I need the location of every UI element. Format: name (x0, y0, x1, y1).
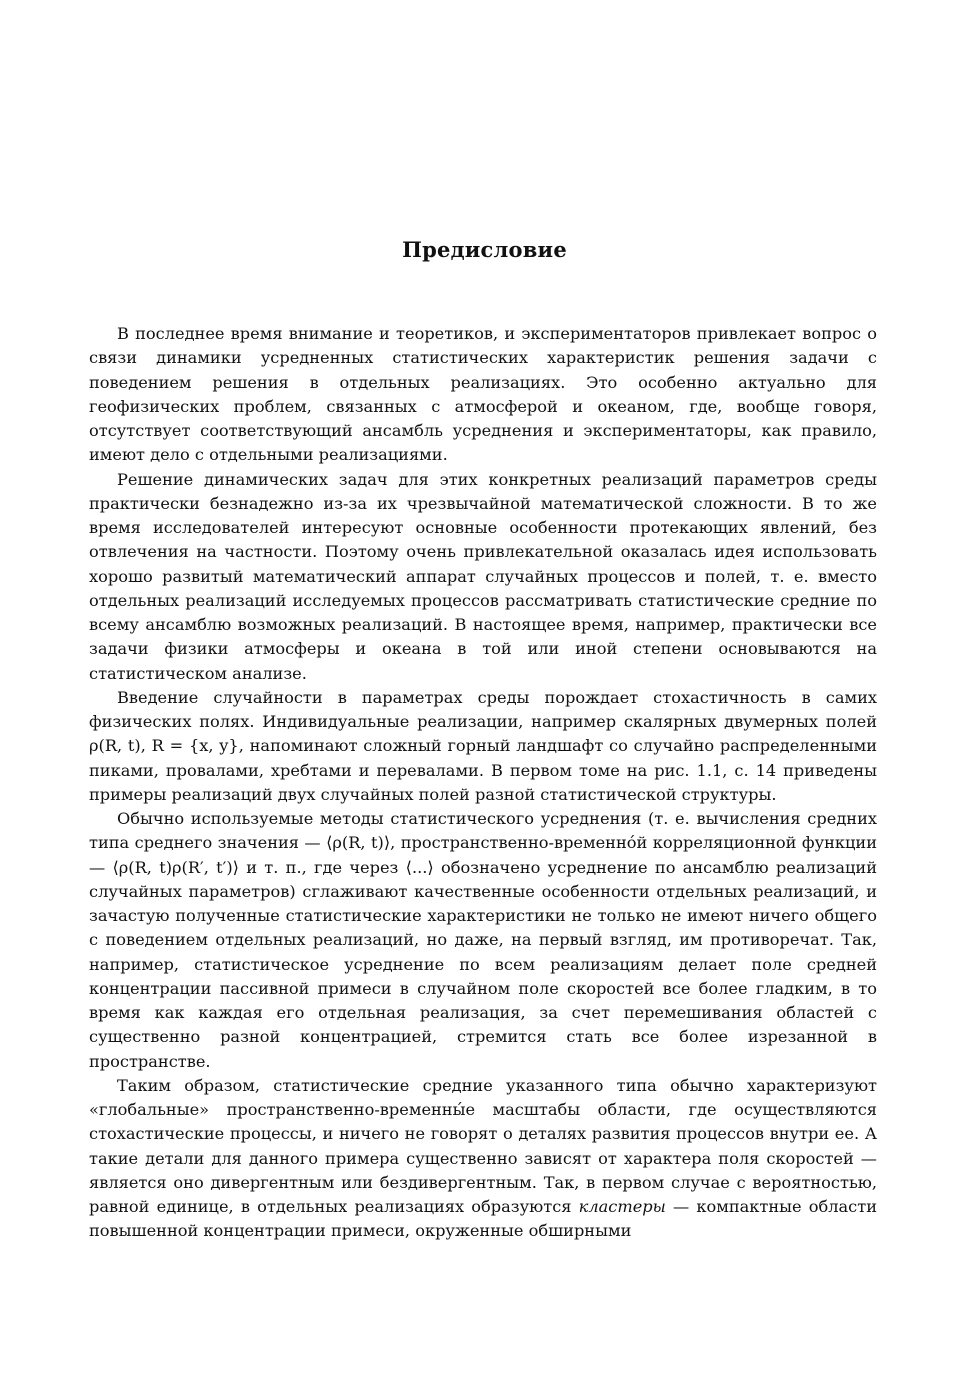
text-run: В последнее время внимание и теоретиков, и экспериментаторов привлекает вопрос о связи динамики усредненных статистических характеристик решения задачи с поведением решения в отдельных реализациях. Это особенно актуально для геофизических проблем, связанных с атмосферой и океаном, где, вообще говоря, отсутствует соответствующий ансамбль усреднения и экспериментаторы, как правило, имеют дело с отдельными реализациями. (89, 324, 877, 465)
text-run: Введение случайности в параметрах среды порождает стохастичность в самих физических полях. Индивидуальные реализации, например скалярных двумерных полей ρ(R, t), R = {x, y}, напоминают сложный горный ландшафт со случайно распределенными пиками, провалами, хребтами и перевалами. В первом томе на рис. 1.1, с. 14 приведены примеры реализаций двух случайных полей разной статистической структуры. (89, 687, 877, 804)
preface-text (89, 322, 877, 1244)
italic-term: кластеры (578, 1197, 666, 1216)
paragraph (89, 807, 877, 1074)
paragraph (89, 468, 877, 686)
paragraph (89, 686, 877, 807)
paragraph (89, 322, 877, 468)
text-run: Обычно используемые методы статистического усреднения (т. е. вычисления средних типа среднего значения — ⟨ρ(R, t)⟩, пространственно-временно́й корреляционной функции — ⟨ρ(R, t)ρ(R′, t′)⟩ и т. п., где через ⟨...⟩ обозначено усреднение по ансамблю реализаций случайных параметров) сглаживают качественные особенности отдельных реализаций, и зачастую полученные статистические характеристики не только не имеют ничего общего с поведением отдельных реализаций, но даже, на первый взгляд, им противоречат. Так, например, статистическое усреднение по всем реализациям делает поле средней концентрации пассивной примеси в случайном поле скоростей все более гладким, в то время как каждая его отдельная реализация, за счет перемешивания областей с существенно разной концентрацией, стремится стать все более изрезанной в пространстве. (89, 809, 877, 1071)
text-run: Решение динамических задач для этих конкретных реализаций параметров среды практически безнадежно из-за их чрезвычайной математической сложности. В то же время исследователей интересуют основные особенности протекающих явлений, без отвлечения на частности. Поэтому очень привлекательной оказалась идея использовать хорошо развитый математический аппарат случайных процессов и полей, т. е. вместо отдельных реализаций исследуемых процессов рассматривать статистические средние по всему ансамблю возможных реализаций. В настоящее время, например, практически все задачи физики атмосферы и океана в той или иной степени основываются на статистическом анализе. (89, 469, 877, 683)
text-run: Таким образом, статистические средние указанного типа обычно характеризуют «глобальные» пространственно-временны́е масштабы области, где осуществляются стохастические процессы, и ничего не говорят о деталях развития процессов внутри ее. А такие детали для данного примера существенно зависят от характера поля скоростей — является оно дивергентным или бездивергентным. Так, в первом случае с вероятностью, равной единице, в отдельных реализациях образуются (89, 1075, 877, 1216)
paragraph (89, 1074, 877, 1244)
page-title: Предисловие (402, 237, 567, 262)
text-run: — компактные области повышенной концентрации примеси, окруженные обширными (89, 1197, 877, 1241)
